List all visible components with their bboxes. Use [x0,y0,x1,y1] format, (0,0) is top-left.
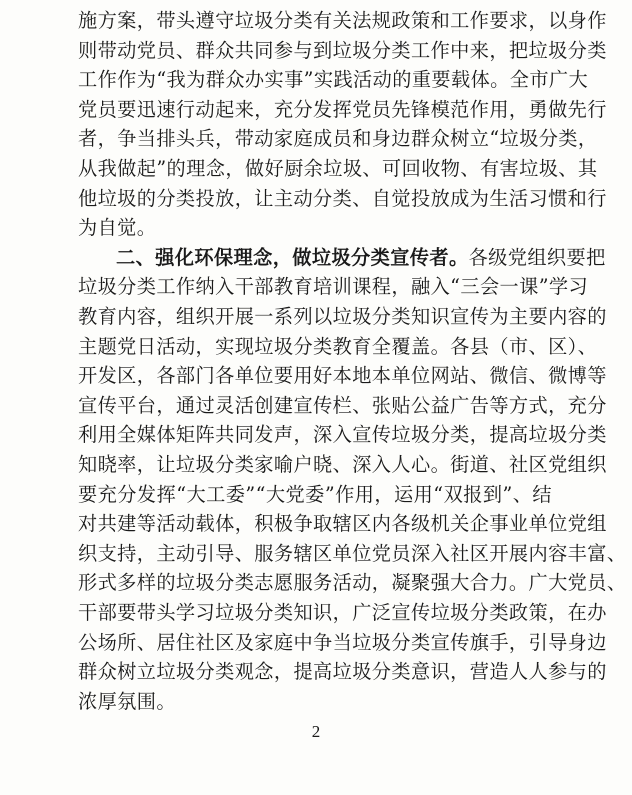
text-line: 党员要迅速行动起来，充分发挥党员先锋模范作用，勇做先行 [78,97,607,121]
text-line: 干部要带头学习垃圾分类知识，广泛宣传垃圾分类政策，在办 [78,601,607,624]
text-line: 工作作为“我为群众办实事”实践活动的重要载体。全市广大 [78,68,589,92]
text-line: 教育内容，组织开展一系列以垃圾分类知识宣传为主要内容的 [78,305,607,328]
text-line: 垃圾分类工作纳入干部教育培训课程，融入“三会一课”学习 [78,275,589,299]
text-line: 织支持，主动引导、服务辖区单位党员深入社区开展内容丰富、 [78,541,627,565]
text-line: 他垃圾的分类投放，让主动分类、自觉投放成为生活习惯和行 [78,186,607,210]
text-line: 公场所、居住社区及家庭中争当垃圾分类宣传旗手，引导身边 [78,630,607,654]
text-line: 对共建等活动载体，积极争取辖区内各级机关企事业单位党组 [78,512,607,536]
text-line: 则带动党员、群众共同参与到垃圾分类工作中来，把垃圾分类 [78,38,607,62]
text-line: 群众树立垃圾分类观念，提高垃圾分类意识，营造人人参与的 [78,660,607,684]
section-heading: 二、强化环保理念，做垃圾分类宣传者。 [116,245,469,269]
text-line: 浓厚氛围。 [78,689,176,713]
heading-continuation: 各级党组织要把 [468,245,606,269]
text-line [116,243,606,273]
text-line: 施方案，带头遵守垃圾分类有关法规政策和工作要求，以身作 [78,9,607,32]
text-line: 宣传平台，通过灵活创建宣传栏、张贴公益广告等方式，充分 [78,393,607,417]
text-line: 知晓率，让垃圾分类家喻户晓、深入人心。街道、社区党组织 [78,453,607,476]
text-line: 要充分发挥“大工委”“大党委”作用，运用“双报到”、结 [78,482,552,506]
text-line: 开发区，各部门各单位要用好本地本单位网站、微信、微博等 [78,364,607,388]
text-line: 主题党日活动，实现垃圾分类教育全覆盖。各县（市、区）、 [78,334,598,358]
text-line: 形式多样的垃圾分类志愿服务活动，凝聚强大合力。广大党员、 [78,571,627,595]
text-line: 利用全媒体矩阵共同发声，深入宣传垃圾分类，提高垃圾分类 [78,423,607,447]
text-line: 从我做起”的理念，做好厨余垃圾、可回收物、有害垃圾、其 [78,157,598,180]
text-line: 为自觉。 [78,216,157,240]
text-line: 者，争当排头兵，带动家庭成员和身边群众树立“垃圾分类， [78,127,598,151]
page-number: 2 [311,722,321,742]
